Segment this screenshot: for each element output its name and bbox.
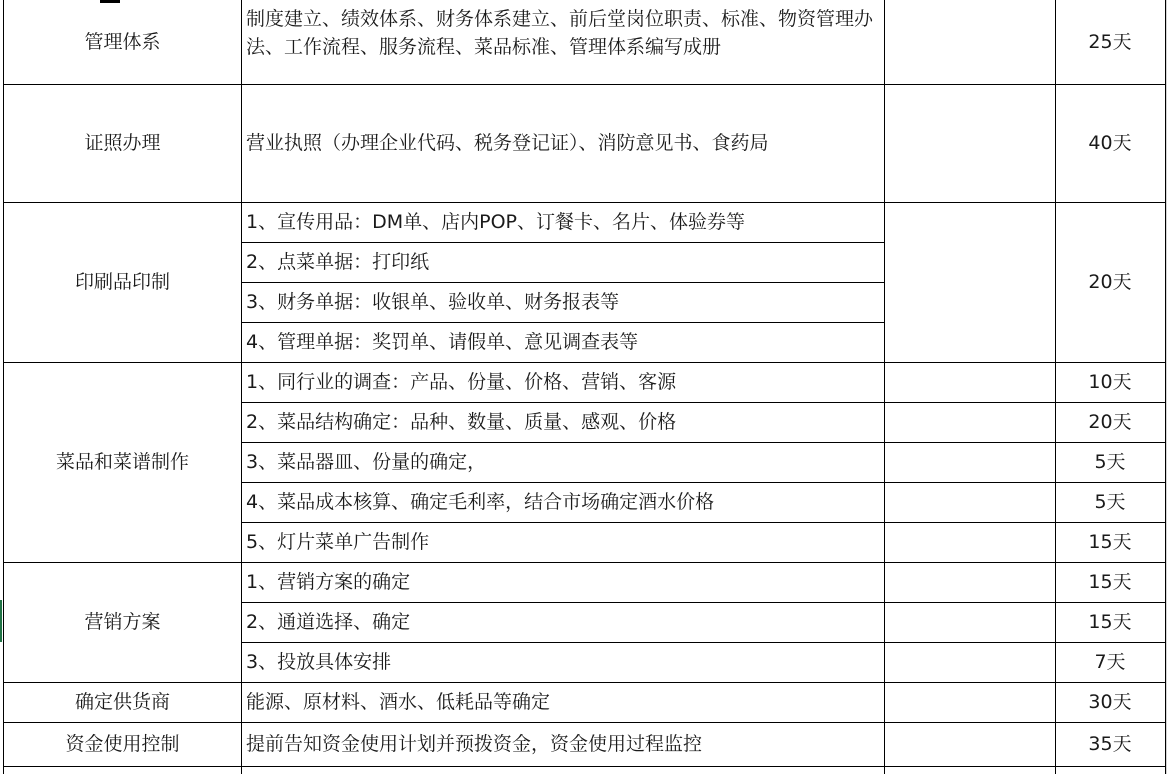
task-description-cell[interactable]: 2、菜品结构确定：品种、数量、质量、感观、价格 — [246, 411, 677, 433]
task-description-cell[interactable]: 4、管理单据：奖罚单、请假单、意见调查表等 — [246, 331, 639, 353]
category-cell[interactable]: 菜品和菜谱制作 — [55, 451, 189, 473]
duration-cell[interactable]: 10天 — [1088, 371, 1132, 393]
empty-cell[interactable] — [884, 322, 1055, 362]
task-description-cell[interactable]: 制度建立、绩效体系、财务体系建立、前后堂岗位职责、标准、物资管理办法、工作流程、服务流程、菜品标准、管理体系编写成册 — [246, 8, 874, 58]
category-cell[interactable]: 证照办理 — [84, 132, 161, 154]
row-divider — [241, 282, 884, 283]
empty-cell[interactable] — [884, 642, 1055, 682]
duration-cell[interactable]: 30天 — [1088, 691, 1132, 713]
empty-cell[interactable] — [884, 0, 1055, 84]
task-description-cell[interactable]: 2、通道选择、确定 — [246, 611, 411, 633]
row-divider — [241, 602, 1165, 603]
empty-cell[interactable] — [884, 202, 1055, 242]
task-description-cell[interactable]: 提前告知资金使用计划并预拨资金，资金使用过程监控 — [246, 733, 703, 755]
task-description-cell[interactable]: 营业执照（办理企业代码、税务登记证）、消防意见书、食药局 — [246, 132, 769, 154]
empty-cell[interactable] — [884, 522, 1055, 562]
task-description-cell[interactable]: 1、宣传用品：DM单、店内POP、订餐卡、名片、体验券等 — [246, 211, 745, 233]
column-divider — [241, 0, 242, 774]
column-divider — [884, 0, 885, 774]
category-cell[interactable]: 资金使用控制 — [65, 733, 180, 755]
duration-cell[interactable]: 20天 — [1088, 411, 1132, 433]
row-divider — [241, 242, 884, 243]
task-description-cell[interactable]: 1、同行业的调查：产品、份量、价格、营销、客源 — [246, 371, 677, 393]
category-cell[interactable]: 印刷品印制 — [74, 271, 170, 293]
duration-cell[interactable]: 25天 — [1088, 31, 1132, 53]
duration-cell[interactable]: 15天 — [1088, 531, 1132, 553]
row-divider — [241, 482, 1165, 483]
task-description-cell[interactable]: 5、灯片菜单广告制作 — [246, 531, 430, 553]
category-cell[interactable]: 确定供货商 — [74, 691, 170, 713]
empty-cell[interactable] — [884, 282, 1055, 322]
task-description-cell[interactable]: 1、营销方案的确定 — [246, 571, 411, 593]
task-description-cell[interactable]: 3、投放具体安排 — [246, 651, 392, 673]
task-description-cell[interactable]: 2、点菜单据：打印纸 — [246, 251, 430, 273]
task-description-cell[interactable]: 3、菜品器皿、份量的确定， — [246, 451, 487, 473]
task-description-cell[interactable]: 能源、原材料、酒水、低耗品等确定 — [246, 691, 551, 713]
row-divider — [241, 642, 1165, 643]
row-divider — [241, 402, 1165, 403]
empty-cell[interactable] — [884, 602, 1055, 642]
category-cell[interactable]: 管理体系 — [84, 31, 161, 53]
row-divider — [241, 442, 1165, 443]
duration-cell[interactable]: 35天 — [1088, 733, 1132, 755]
duration-cell[interactable]: 7天 — [1094, 651, 1126, 673]
duration-cell[interactable]: 20天 — [1088, 271, 1132, 293]
empty-cell[interactable] — [884, 242, 1055, 282]
empty-cell[interactable] — [884, 84, 1055, 202]
row-divider — [241, 322, 884, 323]
empty-cell[interactable] — [884, 682, 1055, 722]
empty-cell[interactable] — [884, 722, 1055, 766]
duration-cell[interactable]: 15天 — [1088, 611, 1132, 633]
duration-cell[interactable]: 5天 — [1094, 491, 1126, 513]
empty-cell[interactable] — [884, 562, 1055, 602]
duration-cell[interactable]: 15天 — [1088, 571, 1132, 593]
category-cell[interactable]: 营销方案 — [84, 611, 161, 633]
empty-cell[interactable] — [884, 482, 1055, 522]
duration-cell[interactable]: 40天 — [1088, 132, 1132, 154]
row-selection-marker — [0, 600, 2, 642]
group-divider — [4, 766, 1165, 767]
left-border — [3, 0, 4, 774]
row-divider — [241, 522, 1165, 523]
task-description-cell[interactable]: 4、菜品成本核算、确定毛利率，结合市场确定酒水价格 — [246, 491, 715, 513]
empty-cell[interactable] — [884, 402, 1055, 442]
empty-cell[interactable] — [884, 442, 1055, 482]
empty-cell[interactable] — [884, 362, 1055, 402]
duration-cell[interactable]: 5天 — [1094, 451, 1126, 473]
task-description-cell[interactable]: 3、财务单据：收银单、验收单、财务报表等 — [246, 291, 620, 313]
sheet-gridline — [1166, 0, 1167, 774]
column-divider — [1055, 0, 1056, 774]
